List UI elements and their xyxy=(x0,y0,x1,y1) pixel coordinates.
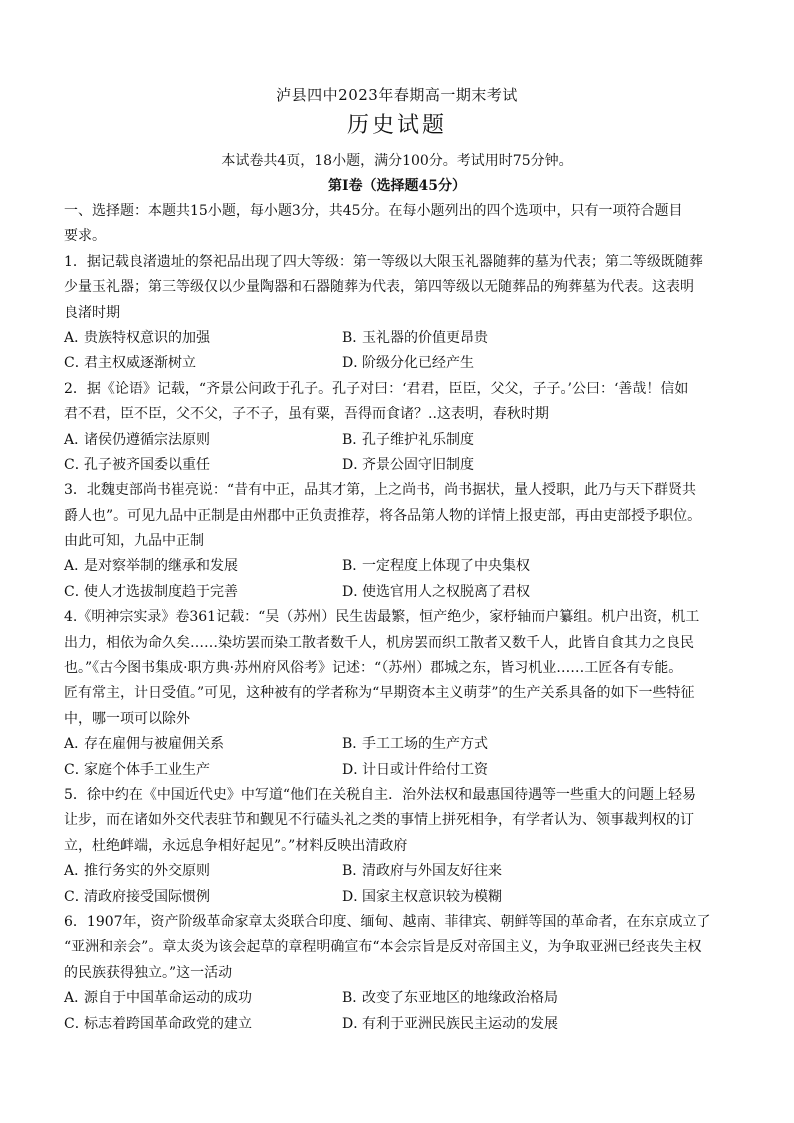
option-text: 诸侯仍遵循宗法原则 xyxy=(84,431,210,448)
option-b xyxy=(342,326,620,351)
option-row xyxy=(64,428,744,453)
option-label: C． xyxy=(64,355,89,372)
option-text: 孔子被齐国委以重任 xyxy=(84,456,210,473)
question-3 xyxy=(64,478,744,605)
option-row xyxy=(64,580,744,605)
option-text: 清政府接受国际惯例 xyxy=(84,888,210,905)
option-label: B． xyxy=(342,863,367,880)
option-text: 使选官用人之权脱离了君权 xyxy=(362,583,530,600)
option-c xyxy=(64,758,342,783)
option-label: A． xyxy=(64,990,89,1007)
part-title: 第Ⅰ卷（选择题45分） xyxy=(327,178,467,194)
option-label: A． xyxy=(64,736,89,753)
option-text: 计日或计件给付工资 xyxy=(362,761,488,778)
option-c xyxy=(64,351,342,376)
option-row xyxy=(64,351,744,376)
question-stem-line: 良渚时期 xyxy=(64,304,120,321)
option-text: 一定程度上体现了中央集权 xyxy=(362,558,530,575)
option-c xyxy=(64,453,342,478)
option-label: C． xyxy=(64,1015,89,1032)
option-text: 清政府与外国友好往来 xyxy=(362,863,502,880)
option-row xyxy=(64,758,744,783)
option-label: D． xyxy=(342,355,368,372)
question-stem-line: 少量玉礼器；第三等级仅以少量陶器和石器随葬为代表，第四等级以无随葬品的殉葬墓为代表。这表明 xyxy=(64,279,694,296)
option-text: 手工工场的生产方式 xyxy=(362,736,488,753)
question-stem-line: 4.《明神宗实录》卷361记载：“吴（苏州）民生齿最繁，恒产绝少，家杼轴而户纂组。机户出资，机工 xyxy=(64,609,700,626)
option-text: 孔子维护礼乐制度 xyxy=(362,431,474,448)
option-row xyxy=(64,1012,744,1037)
option-label: B． xyxy=(342,558,367,575)
option-row xyxy=(64,453,744,478)
option-text: 改变了东亚地区的地缘政治格局 xyxy=(362,990,558,1007)
option-c xyxy=(64,885,342,910)
option-a xyxy=(64,428,342,453)
option-text: 国家主权意识较为模糊 xyxy=(362,888,502,905)
option-text: 阶级分化已经产生 xyxy=(362,355,474,372)
option-text: 源自于中国革命运动的成功 xyxy=(84,990,252,1007)
option-a xyxy=(64,859,342,884)
exam-school-title: 泸县四中2023年春期高一期末考试 xyxy=(276,86,518,104)
option-label: D． xyxy=(342,583,368,600)
option-text: 齐景公固守旧制度 xyxy=(362,456,474,473)
option-text: 标志着跨国革命政党的建立 xyxy=(84,1015,252,1032)
option-text: 使人才选拔制度趋于完善 xyxy=(84,583,238,600)
option-label: B． xyxy=(342,736,367,753)
question-stem-line: 的民族获得独立。”这一活动 xyxy=(64,964,233,981)
option-row xyxy=(64,554,744,579)
option-d xyxy=(342,758,620,783)
option-row xyxy=(64,986,744,1011)
question-stem-line: 让步，而在诸如外交代表驻节和觐见不行磕头礼之类的事情上拼死相争，有学者认为、领事裁判权的订 xyxy=(64,812,694,829)
option-text: 玉礼器的价值更昂贵 xyxy=(362,329,488,346)
question-stem-line: 出力，相依为命久矣……染坊罢而染工散者数千人，机房罢而织工散者又数千人，此皆自食其力之良民 xyxy=(64,634,694,651)
option-label: C． xyxy=(64,583,89,600)
option-label: D． xyxy=(342,761,368,778)
option-b xyxy=(342,986,620,1011)
option-row xyxy=(64,732,744,757)
option-label: A． xyxy=(64,329,89,346)
option-b xyxy=(342,732,620,757)
option-label: B． xyxy=(342,990,367,1007)
option-row xyxy=(64,859,744,884)
question-stem-line: 由此可知，九品中正制 xyxy=(64,533,204,550)
question-2 xyxy=(64,377,744,479)
question-1 xyxy=(64,250,744,377)
question-stem-line: 1．据记载良渚遗址的祭祀品出现了四大等级：第一等级以大限玉礼器随葬的墓为代表；第二等级既随葬 xyxy=(64,253,703,270)
option-a xyxy=(64,554,342,579)
option-label: C． xyxy=(64,761,89,778)
question-stem-line: 5．徐中约在《中国近代史》中写道“他们在关税自主．治外法权和最惠国待遇等一些重大的问题上轻易 xyxy=(64,786,697,803)
option-label: D． xyxy=(342,456,368,473)
question-stem-line: 也。”《古今图书集成·职方典·苏州府风俗考》记述：“（苏州）郡城之东，皆习机业……工匠各有专能。 xyxy=(64,660,683,677)
option-row xyxy=(64,885,744,910)
question-5 xyxy=(64,783,744,910)
option-text: 有利于亚洲民族民主运动的发展 xyxy=(362,1015,558,1032)
option-text: 存在雇佣与被雇佣关系 xyxy=(84,736,224,753)
option-c xyxy=(64,1012,342,1037)
option-label: A． xyxy=(64,431,89,448)
option-label: A． xyxy=(64,863,89,880)
option-text: 是对察举制的继承和发展 xyxy=(84,558,238,575)
option-label: B． xyxy=(342,329,367,346)
option-label: C． xyxy=(64,456,89,473)
exam-info: 本试卷共4页，18小题，满分100分。考试用时75分钟。 xyxy=(221,153,573,169)
option-d xyxy=(342,885,620,910)
question-stem-line: “亚洲和亲会”。章太炎为该会起草的章程明确宣布“本会宗旨是反对帝国主义，为争取亚洲已经丧失主权 xyxy=(64,939,702,956)
option-text: 家庭个体手工业生产 xyxy=(84,761,210,778)
option-row xyxy=(64,326,744,351)
option-d xyxy=(342,351,620,376)
question-stem-line: 中，哪一项可以除外 xyxy=(64,710,190,727)
question-stem-line: 2．据《论语》记载，“齐景公问政于孔子。孔子对曰：‘君君，臣臣，父父，子子。’公曰：‘善哉！信如 xyxy=(64,380,689,397)
option-a xyxy=(64,732,342,757)
option-label: B． xyxy=(342,431,367,448)
option-d xyxy=(342,580,620,605)
section-line: 要求。 xyxy=(64,228,106,245)
question-6 xyxy=(64,910,744,1037)
section-instructions xyxy=(64,199,744,250)
option-label: A． xyxy=(64,558,89,575)
option-b xyxy=(342,859,620,884)
option-a xyxy=(64,326,342,351)
option-text: 君主权威逐渐树立 xyxy=(84,355,196,372)
option-label: D． xyxy=(342,1015,368,1032)
question-4 xyxy=(64,605,744,783)
option-d xyxy=(342,453,620,478)
question-stem-line: 立，杜绝衅端，永远息争相好起见”。”材料反映出清政府 xyxy=(64,837,408,854)
option-b xyxy=(342,554,620,579)
exam-body xyxy=(64,199,744,1037)
option-a xyxy=(64,986,342,1011)
option-text: 推行务实的外交原则 xyxy=(84,863,210,880)
option-d xyxy=(342,1012,620,1037)
question-stem-line: 3．北魏吏部尚书崔亮说：“昔有中正，品其才第，上之尚书，尚书据状，量人授职，此乃与天下群贤共 xyxy=(64,482,697,499)
section-line: 一、选择题：本题共15小题，每小题3分，共45分。在每小题列出的四个选项中，只有一项符合题目 xyxy=(64,203,683,219)
option-c xyxy=(64,580,342,605)
question-stem-line: 匠有常主，计日受值。”可见，这种被有的学者称为“早期资本主义萌芽”的生产关系具备的如下一些特征 xyxy=(64,685,695,702)
question-stem-line: 爵人也”。可见九品中正制是由州郡中正负责推荐，将各品第人物的详情上报吏部，再由吏部授予职位。 xyxy=(64,507,702,524)
exam-subject-title: 历史试题 xyxy=(346,113,447,138)
option-label: D． xyxy=(342,888,368,905)
option-text: 贵族特权意识的加强 xyxy=(84,329,210,346)
question-stem-line: 君不君，臣不臣，父不父，子不子，虽有粟，吾得而食诸？..这表明，春秋时期 xyxy=(64,406,549,423)
option-b xyxy=(342,428,620,453)
option-label: C． xyxy=(64,888,89,905)
question-stem-line: 6．1907年，资产阶级革命家章太炎联合印度、缅甸、越南、菲律宾、朝鲜等国的革命者，在东京成立了 xyxy=(64,913,711,930)
